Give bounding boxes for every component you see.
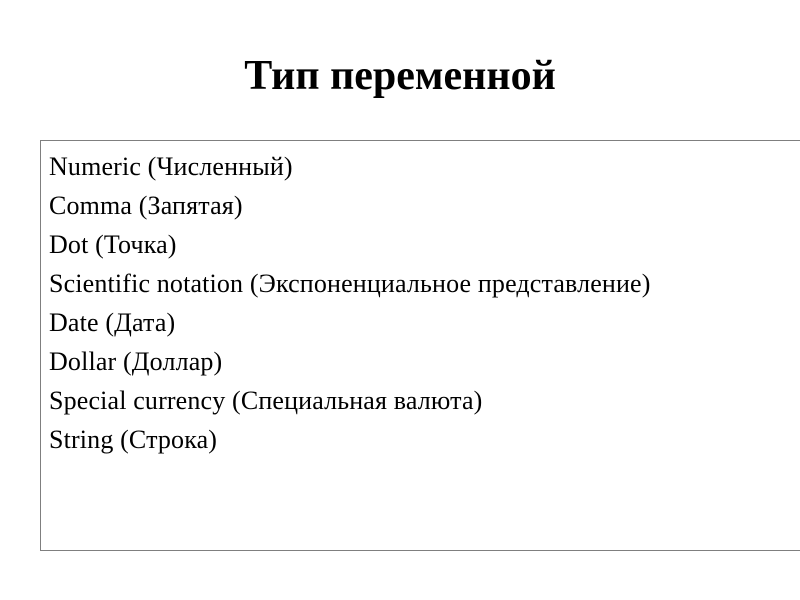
type-item-special-currency: Special currency (Специальная валюта)	[49, 386, 483, 415]
variable-type-list	[49, 147, 800, 459]
type-item-string: String (Строка)	[49, 425, 218, 454]
type-item-numeric: Numeric (Численный)	[49, 152, 293, 181]
type-item-date: Date (Дата)	[49, 308, 176, 337]
type-item-scientific-notation: Scientific notation (Экспоненциальное представление)	[49, 269, 651, 298]
type-item-comma: Comma (Запятая)	[49, 191, 243, 220]
type-item-dot: Dot (Точка)	[49, 230, 177, 259]
type-item-dollar: Dollar (Доллар)	[49, 347, 223, 376]
variable-type-box	[40, 140, 800, 551]
slide-title: Тип переменной	[244, 53, 556, 99]
